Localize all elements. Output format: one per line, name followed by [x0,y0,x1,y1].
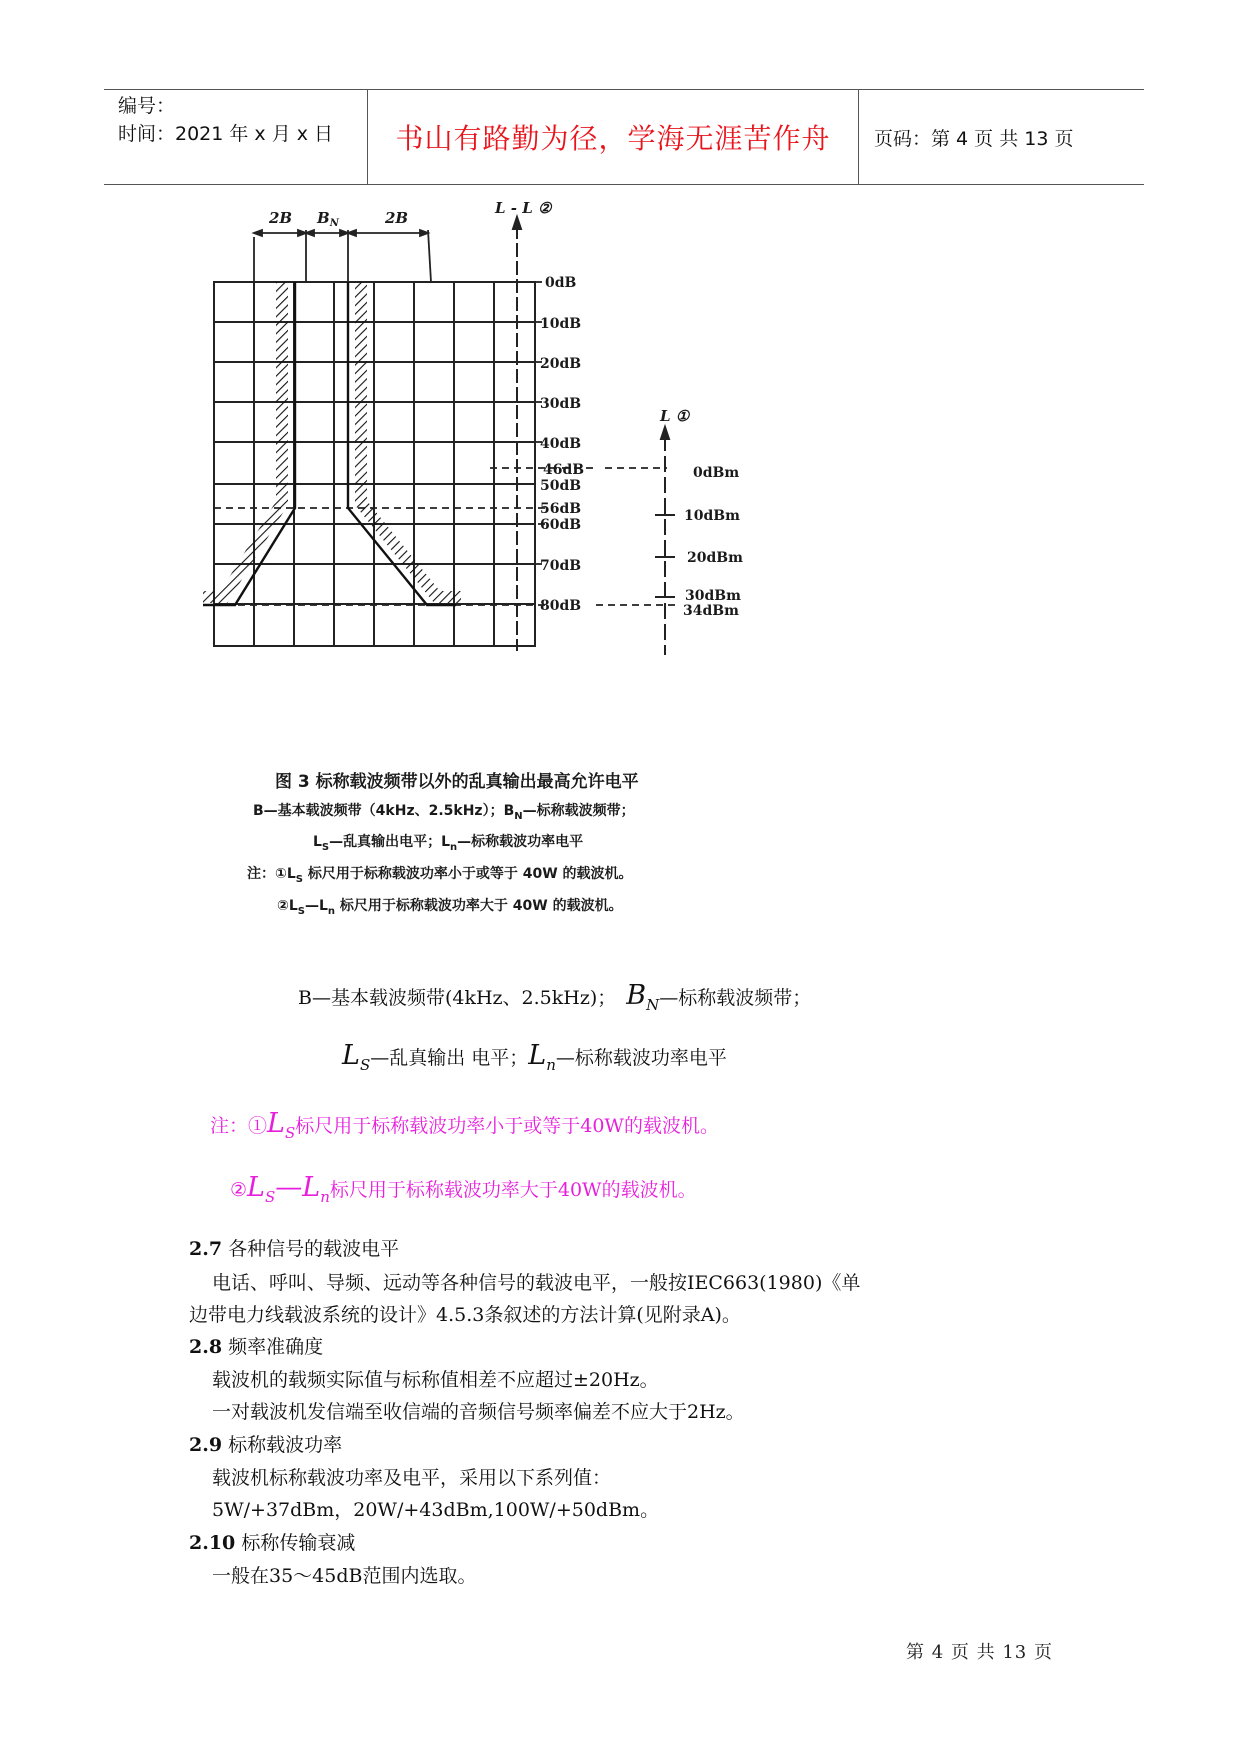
section-number: 2.9 [189,1434,223,1456]
note-text: ② [230,1179,248,1201]
tick-label: 30dBm [685,588,741,604]
header-motto: 书山有路勤为径，学海无涯苦作舟 [395,122,831,155]
tick-label: 0dB [545,275,577,291]
figure-caption-title: 图 3 标称载波频带以外的乱真输出最高允许电平 [275,772,639,792]
tick-label: 34dBm [683,603,739,619]
section-title: 标称载波功率 [222,1434,343,1456]
figure-caption-note: 注：$①L_S$ 标尺用于标称载波功率小于或等于 40W 的载波机。 [247,866,633,885]
tick-label: 40dB [540,436,582,452]
legend-line-1 [298,980,811,1014]
header-divider [367,90,368,184]
bandwidth-label-bn: $B_N$ [317,209,339,229]
paragraph-line: 电话、呼叫、导频、远动等各种信号的载波电平，一般按IEC663(1980)《单 [212,1272,861,1294]
legend-text: B—基本载波频带(4kHz、2.5kHz)； [298,987,617,1009]
spurious-output-figure [185,195,885,945]
limit-diagram [185,195,885,735]
document-number-label: 编号： [118,95,176,117]
legend-text: —乱真输出 电平； [370,1047,529,1069]
axis-ls-title: L ① [660,407,690,425]
legend-line-2 [342,1040,727,1074]
tick-label: 46dB [543,462,585,478]
symbol: L [528,1040,547,1071]
tick-label: 56dB [540,501,582,517]
symbol-subscript: S [359,1056,371,1074]
section-title: 各种信号的载波电平 [222,1238,400,1260]
section-heading [189,1234,399,1261]
symbol: L [302,1172,321,1203]
paragraph-line: 边带电力线载波系统的设计》4.5.3条叙述的方法计算(见附录A)。 [189,1304,741,1326]
symbol: — [275,1172,303,1203]
section-heading [189,1430,342,1457]
note-2 [230,1172,697,1206]
section-title: 标称传输衰减 [235,1532,356,1554]
symbol-subscript: n [320,1188,330,1206]
tick-label: 70dB [540,558,582,574]
symbol: L [267,1108,285,1139]
tick-label: 30dB [540,396,582,412]
header-divider [858,90,859,184]
tick-label: 50dB [540,478,582,494]
bandwidth-dimensions [254,230,431,282]
paragraph-line: 载波机的载频实际值与标称值相差不应超过±20Hz。 [212,1369,659,1391]
dbm-tick-labels [683,465,743,619]
symbol-subscript: n [546,1056,556,1074]
document-time-label: 时间：2021 年 x 月 x 日 [118,123,334,145]
symbol-subscript: S [284,1124,296,1142]
symbol-subscript: N [646,996,660,1014]
section-title: 频率准确度 [222,1336,324,1358]
page-header [104,89,1144,185]
tick-label: 20dB [540,356,582,372]
section-heading [189,1332,323,1359]
symbol-subscript: S [264,1188,276,1206]
figure-caption-note: $②L_S—L_n$ 标尺用于标称载波功率大于 40W 的载波机。 [277,898,623,917]
tick-label: 0dBm [693,465,740,481]
page-footer: 第 4 页 共 13 页 [906,1642,1053,1663]
section-heading [189,1528,355,1555]
section-number: 2.8 [189,1336,223,1358]
axis-ls [655,427,675,655]
tick-label: 80dB [540,598,582,614]
legend-text: —标称载波频带； [659,987,812,1009]
tick-label: 10dBm [684,508,740,524]
axis-ls-ln-title: L - L ② [495,199,552,217]
limit-mask [203,282,461,605]
symbol: L [342,1040,360,1071]
tick-label: 20dBm [687,550,743,566]
note-1 [210,1108,719,1142]
symbol: L [247,1172,265,1203]
section-number: 2.10 [189,1532,236,1554]
section-number: 2.7 [189,1238,223,1260]
paragraph-line: 一般在35～45dB范围内选取。 [212,1565,477,1587]
note-text: 标尺用于标称载波功率大于40W的载波机。 [329,1179,697,1201]
symbol: B [626,980,647,1011]
grid [214,282,535,646]
note-text: 注：① [210,1115,268,1137]
tick-label: 10dB [540,316,582,332]
bandwidth-label-left: 2B [269,209,293,227]
figure-caption-line: $L_S—$乱真输出电平；$L_n—$标称载波功率电平 [313,834,584,853]
paragraph-line: 载波机标称载波功率及电平，采用以下系列值： [212,1467,612,1489]
paragraph-line: 一对载波机发信端至收信端的音频信号频率偏差不应大于2Hz。 [212,1401,745,1423]
db-tick-labels [540,275,584,614]
tick-label: 60dB [540,517,582,533]
legend-text: —标称载波功率电平 [555,1047,727,1069]
header-page-label: 页码：第 4 页 共 13 页 [874,127,1074,150]
paragraph-line: 5W/+37dBm，20W/+43dBm,100W/+50dBm。 [212,1499,660,1521]
figure-caption-line: B—基本载波频带（4kHz、2.5kHz）；$B_N—$标称载波频带； [253,803,635,822]
note-text: 标尺用于标称载波功率小于或等于40W的载波机。 [295,1115,719,1137]
bandwidth-label-right: 2B [385,209,409,227]
